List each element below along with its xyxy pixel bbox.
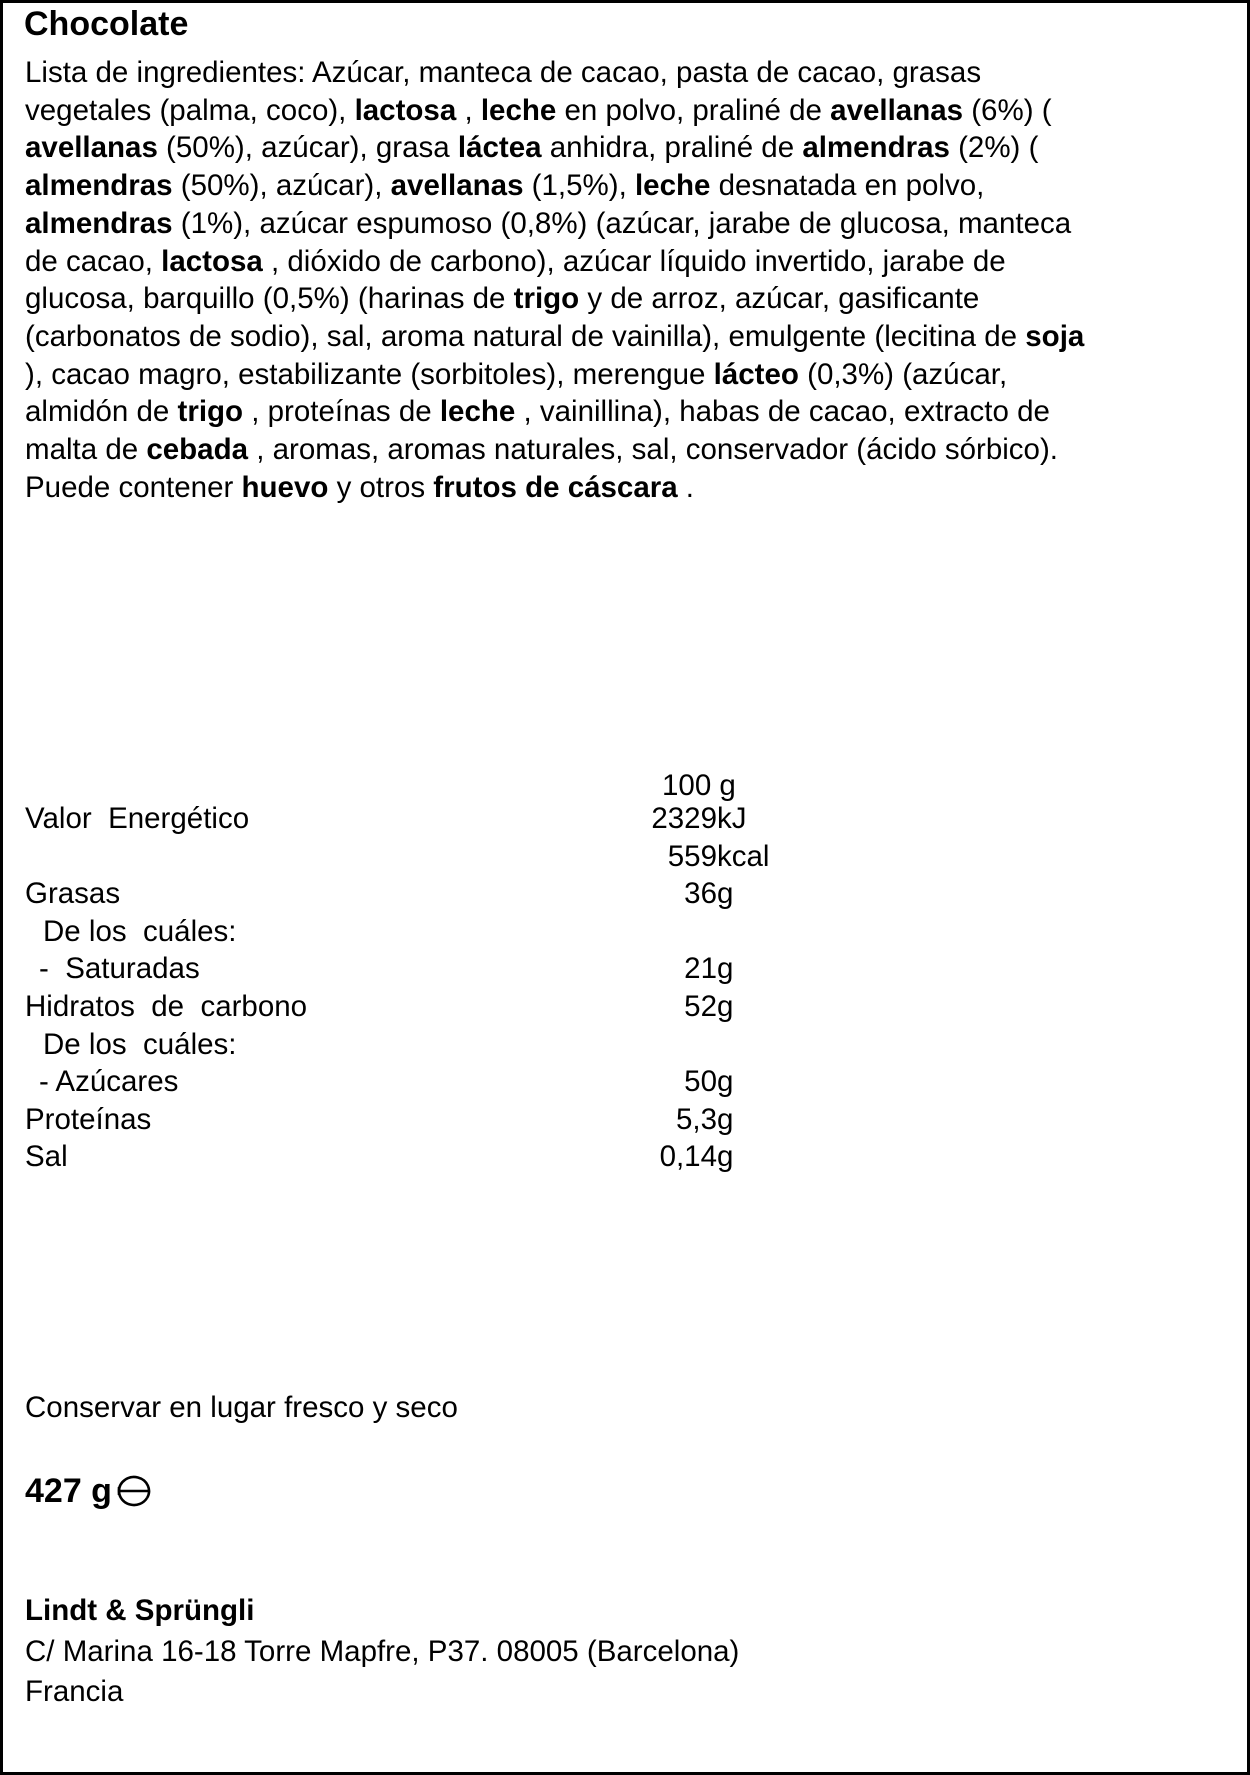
saturated-value: 21 [684,952,717,985]
energy-kcal-value: 559 [667,840,717,873]
ingredient-text: , [456,93,481,127]
protein-label: Proteínas [25,1103,152,1136]
allergen-text: láctea [457,131,542,165]
ingredients-line [25,356,1225,394]
ingredients-line [25,393,1225,431]
allergen-text: leche [439,395,516,429]
allergen-text: avellanas [390,169,524,203]
ingredients-line [25,469,1225,507]
country: Francia [25,1675,124,1708]
carbs-label: Hidratos de carbono [25,990,308,1023]
salt-value: 0,14 [659,1140,717,1173]
allergen-text: almendras [802,131,950,165]
ingredient-text: (2%) ( [949,131,1039,165]
ingredient-text: (0,3%) (azúcar, [798,357,1008,391]
saturated-unit: g [717,952,734,985]
fat-value: 36 [684,877,717,910]
estimated-e-mark-icon [116,1473,152,1509]
ingredients-line [25,318,1225,356]
ingredient-text: de cacao, [25,244,162,278]
ingredient-text: y otros [328,470,434,504]
carbs-value: 52 [684,990,717,1023]
allergen-text: leche [480,93,557,127]
sugars-label: - Azúcares [39,1065,179,1098]
storage-instructions: Conservar en lugar fresco y seco [25,1391,458,1424]
carbs-of-which-label: De los cuáles: [43,1028,237,1061]
allergen-text: frutos de cáscara [433,470,678,504]
allergen-text: lácteo [713,357,799,391]
company-name: Lindt & Sprüngli [25,1594,255,1627]
salt-unit: g [717,1140,734,1173]
ingredients-list [25,54,1225,506]
ingredients-line [25,54,1225,92]
protein-value: 5,3 [675,1103,717,1136]
ingredient-text: (1,5%), [523,169,635,203]
energy-label: Valor Energético [25,802,250,835]
sugars-value: 50 [684,1065,717,1098]
ingredient-text: , aromas, aromas naturales, sal, conservador (ácido sórbico). [248,433,1058,467]
allergen-text: cebada [146,433,249,467]
net-weight: 427 g [25,1472,112,1510]
product-title: Chocolate [24,5,189,43]
net-weight-row [25,1469,152,1513]
allergen-text: trigo [177,395,244,429]
energy-kcal-unit: kcal [717,840,770,873]
energy-kj-unit: kJ [717,802,747,835]
energy-kj-value: 2329 [651,802,717,835]
ingredient-text: (50%), azúcar), [172,169,391,203]
ingredients-line [25,205,1225,243]
ingredient-text: Puede contener [25,470,242,504]
ingredient-text: glucosa, barquillo (0,5%) (harinas de [25,282,514,316]
allergen-text: lactosa [354,93,457,127]
nutrition-column-header: 100 g [662,769,736,802]
allergen-text: huevo [241,470,329,504]
fat-label: Grasas [25,877,121,910]
ingredients-line [25,129,1225,167]
ingredient-text: desnatada en polvo, [710,169,985,203]
ingredient-text: , proteínas de [243,395,440,429]
allergen-text: soja [1025,319,1085,353]
saturated-label: - Saturadas [39,952,200,985]
ingredient-text: , dióxido de carbono), azúcar líquido invertido, jarabe de [262,244,1006,278]
ingredient-text: en polvo, praliné de [556,93,831,127]
ingredient-text: almidón de [25,395,178,429]
ingredient-text: y de arroz, azúcar, gasificante [579,282,980,316]
allergen-text: avellanas [830,93,964,127]
ingredients-line [25,243,1225,281]
ingredient-text: vegetales (palma, coco), [25,93,355,127]
allergen-text: almendras [25,169,173,203]
salt-label: Sal [25,1140,68,1173]
fat-of-which-label: De los cuáles: [43,915,237,948]
allergen-text: leche [634,169,711,203]
ingredients-line [25,280,1225,318]
ingredient-text: (6%) ( [963,93,1052,127]
ingredients-line [25,167,1225,205]
ingredient-text: (1%), azúcar espumoso (0,8%) (azúcar, jarabe de glucosa, manteca [172,206,1072,240]
company-address: C/ Marina 16-18 Torre Mapfre, P37. 08005 (Barcelona) [25,1635,740,1668]
fat-unit: g [717,877,734,910]
ingredient-text: ), cacao magro, estabilizante (sorbitoles), merengue [25,357,714,391]
protein-unit: g [717,1103,734,1136]
ingredient-text: malta de [25,433,147,467]
ingredient-text: Lista de ingredientes: Azúcar, manteca de cacao, pasta de cacao, grasas [25,56,982,89]
ingredient-text: . [677,470,695,504]
ingredients-line [25,92,1225,130]
allergen-text: avellanas [25,131,158,165]
ingredients-line [25,431,1225,469]
ingredient-text: , vainillina), habas de cacao, extracto de [515,395,1050,429]
ingredient-text: (50%), azúcar), grasa [157,131,458,165]
carbs-unit: g [717,990,734,1023]
sugars-unit: g [717,1065,734,1098]
ingredient-text: anhidra, praliné de [541,131,803,165]
allergen-text: trigo [513,282,580,316]
ingredient-text: (carbonatos de sodio), sal, aroma natural de vainilla), emulgente (lecitina de [25,319,1026,353]
allergen-text: almendras [25,206,173,240]
allergen-text: lactosa [161,244,263,278]
